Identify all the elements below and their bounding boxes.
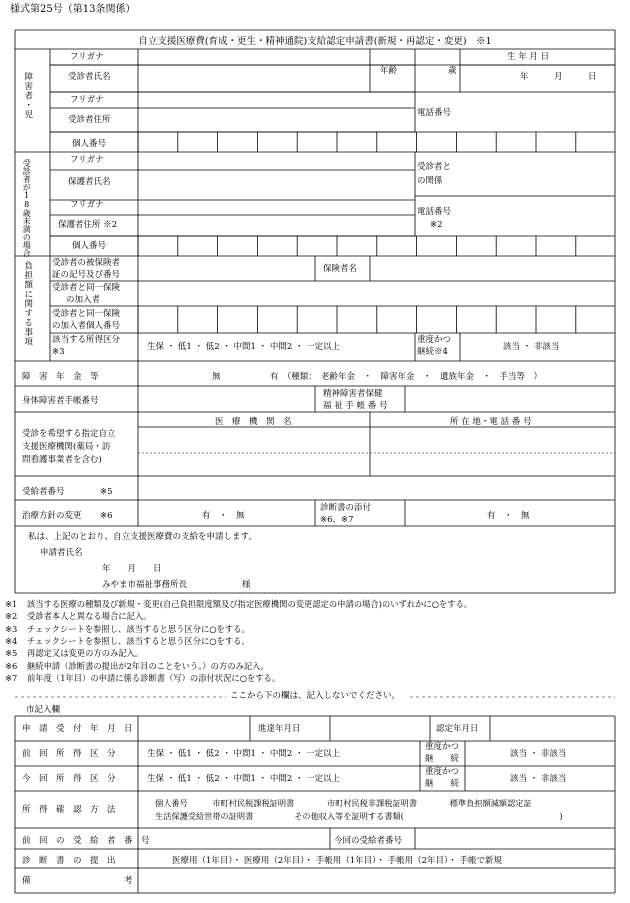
note-item xyxy=(5,648,144,659)
institution-name-header: 医 療 機 関 名 xyxy=(215,417,292,427)
curr-heavy-options[interactable]: 該当 ・ 非該当 xyxy=(510,774,567,784)
note-text: 前年度（1年目）の申請に係る診断書（写）の添付状況に○をする。 xyxy=(27,672,281,683)
same-insurance-label-1: 受診者と同一保険 xyxy=(52,283,121,293)
policy-change-note: ※6 xyxy=(100,511,113,521)
note-item xyxy=(5,623,250,635)
birthdate-label: 生 年 月 日 xyxy=(507,52,550,62)
policy-change-label: 治療方針の変更 xyxy=(22,511,82,521)
birthdate-ymd: 年 月 日 xyxy=(520,72,597,82)
guardian-phone-note: ※2 xyxy=(430,220,443,230)
insured-label-1: 受診者の被保険者 xyxy=(52,258,121,268)
recipient-number-note: ※5 xyxy=(100,487,113,497)
recipient-number-label: 受給者番号 xyxy=(22,487,65,497)
prev-income-label: 前 回 所 得 区 分 xyxy=(22,749,116,759)
patient-section-label: 障害者・児 xyxy=(22,72,33,120)
curr-recipient-number-label: 今回の受給者番号 xyxy=(334,836,403,846)
prev-heavy-label-1: 重度かつ xyxy=(425,742,460,752)
note-mark: ※2 xyxy=(5,611,18,622)
guardian-name-label: 保護者氏名 xyxy=(68,177,111,187)
curr-income-label: 今 回 所 得 区 分 xyxy=(22,774,116,784)
physical-handbook-label: 身体障害者手帳番号 xyxy=(22,396,99,406)
approved-date-label: 認定年月日 xyxy=(436,724,479,734)
guardian-furigana-label: フリガナ xyxy=(70,155,104,165)
note-text: チェックシートを参照し、該当すると思う区分に○をする。 xyxy=(27,635,250,646)
income-class-label-2: ※3 xyxy=(52,347,65,357)
income-method-line2[interactable]: 生活保護受給世帯の証明書 その他収入等を証明する書類( ) xyxy=(155,811,563,821)
note-mark: ※5 xyxy=(5,648,18,659)
note-mark: ※3 xyxy=(5,623,18,634)
note-text: 継続申請（診断書の提出が2年目のことをいう。）の方のみ記入。 xyxy=(27,660,269,671)
sent-date-label: 進達年月日 xyxy=(258,724,301,734)
diagnosis-attach-options[interactable]: 有 ・ 無 xyxy=(487,511,530,521)
note-item xyxy=(5,599,473,610)
note-text: 該当する医療の種類及び新規・変更(自己負担限度額及び指定医療機関の変更認定の申請の場合)のいずれかに○をする。 xyxy=(27,599,473,609)
age-unit: 歳 xyxy=(448,66,457,76)
declaration-sama: 様 xyxy=(242,580,251,590)
note-mark: ※4 xyxy=(5,635,18,646)
declaration-text: 私は、上記のとおり、自立支援医療費の支給を申請します。 xyxy=(28,532,257,542)
declaration-recipient: みやま市福祉事務所長 xyxy=(102,580,188,590)
institution-address-header: 所 在 地・電 話 番 号 xyxy=(450,417,532,427)
policy-change-options[interactable]: 有 ・ 無 xyxy=(202,511,245,521)
same-insurance-kojin-1: 受診者と同一保険 xyxy=(52,309,121,319)
note-mark: ※6 xyxy=(5,660,18,671)
patient-furigana2-label: フリガナ xyxy=(70,95,104,105)
mental-handbook-label-1: 精神障害者保健 xyxy=(323,389,383,399)
mental-handbook-label-2: 福 祉 手 帳 番 号 xyxy=(323,401,388,411)
insured-label-2: 証の記号及び番号 xyxy=(52,270,121,280)
curr-income-options[interactable]: 生保 ・ 低1 ・ 低2 ・ 中間1 ・ 中間2 ・ 一定以上 xyxy=(147,774,341,784)
income-method-label: 所 得 確 認 方 法 xyxy=(22,805,116,815)
note-item xyxy=(5,635,250,647)
income-method-line1[interactable]: 個人番号 市町村民税課税証明書 市町村民税非課税証明書 標準負担額減額認定証 xyxy=(155,798,532,808)
guardian-furigana2-label: フリガナ xyxy=(70,200,104,210)
burden-section-label: 負担額に関する事項 xyxy=(22,261,33,347)
note-item xyxy=(5,672,281,684)
form-title: 自立支援医療費(育成・更生・精神通院)支給認定申請書(新規・再認定・変更) ※1 xyxy=(138,36,492,47)
received-date-label: 申 請 受 付 年 月 日 xyxy=(22,724,133,734)
patient-address-label: 受診者住所 xyxy=(68,115,111,125)
same-insurance-label-2: の加入者 xyxy=(66,295,101,305)
note-item xyxy=(5,660,269,672)
diagnosis-attach-label-2: ※6、※7 xyxy=(320,515,354,525)
institution-label-1: 受診を希望する指定自立 xyxy=(22,429,116,439)
guardian-section-label: 受診者が18歳未満の場合 xyxy=(22,159,32,257)
note-mark: ※7 xyxy=(5,672,18,683)
prev-heavy-options[interactable]: 該当 ・ 非該当 xyxy=(510,749,567,759)
note-text: 受診者本人と異なる場合に記入。 xyxy=(27,611,152,622)
heavy-continue-label-1: 重度かつ xyxy=(417,335,452,345)
patient-name-label: 受診者氏名 xyxy=(68,72,111,82)
declaration-date: 年 月 日 xyxy=(102,564,162,574)
note-text: 再認定又は変更の方のみ記入。 xyxy=(27,648,144,659)
guardian-phone-label: 電話番号 xyxy=(417,207,452,217)
diagnosis-submit-options[interactable]: 医療用（1年目）・ 医療用（2年目）・ 手帳用（1年目）・ 手帳用（2年目）・ 手帳で新規 xyxy=(172,856,502,866)
pension-yes-option[interactable]: 有 （種類： 老齢年金 ・ 障害年金 ・ 遺族年金 ・ 手当等 ） xyxy=(270,372,543,382)
heavy-continue-label-2: 継続※4 xyxy=(417,347,448,357)
prev-recipient-number-label: 前 回 の 受 給 者 番 号 xyxy=(22,836,150,846)
curr-heavy-label-1: 重度かつ xyxy=(425,767,460,777)
patient-kojin-label: 個人番号 xyxy=(72,139,107,149)
pension-none-option[interactable]: 無 xyxy=(212,372,221,382)
insurer-label: 保険者名 xyxy=(323,264,358,274)
diagnosis-attach-label-1: 診断書の添付 xyxy=(320,503,372,513)
guardian-address-label: 保護者住所 ※2 xyxy=(58,220,118,230)
same-insurance-kojin-2: の加入者個人番号 xyxy=(52,321,121,331)
prev-income-options[interactable]: 生保 ・ 低1 ・ 低2 ・ 中間1 ・ 中間2 ・ 一定以上 xyxy=(147,749,341,759)
patient-phone-label: 電話番号 xyxy=(417,108,452,118)
divider-text xyxy=(0,692,630,702)
note-item xyxy=(5,611,152,622)
remarks-label-1: 備 xyxy=(22,876,31,886)
curr-heavy-label-2: 継 続 xyxy=(425,779,460,789)
form-number: 様式第25号（第13条関係） xyxy=(10,4,136,15)
patient-furigana-label: フリガナ xyxy=(70,52,104,62)
diagnosis-submit-label: 診 断 書 の 提 出 xyxy=(22,856,116,866)
heavy-continue-options[interactable]: 該当 ・ 非該当 xyxy=(503,342,560,352)
age-label: 年齢 xyxy=(380,66,398,76)
applicant-name-label: 申請者氏名 xyxy=(40,548,83,558)
remarks-label-2: 考 xyxy=(124,876,133,886)
income-class-label-1: 該当する所得区分 xyxy=(52,335,121,345)
note-text: チェックシートを参照し、該当すると思う区分に○をする。 xyxy=(27,623,250,634)
guardian-kojin-label: 個人番号 xyxy=(72,241,107,251)
office-heading: 市記入欄 xyxy=(26,705,61,715)
income-class-options[interactable]: 生保 ・ 低1 ・ 低2 ・ 中間1 ・ 中間2 ・ 一定以上 xyxy=(147,342,341,352)
divider-label: ここから下の欄は、記入しないでください。 xyxy=(226,691,404,701)
institution-label-3: 問看護事業者を含む) xyxy=(22,455,102,465)
relation-label-1: 受診者と xyxy=(417,162,452,172)
institution-label-2: 支援医療機関(薬局・訪 xyxy=(22,442,111,452)
relation-label-2: の関係 xyxy=(417,176,443,186)
pension-label: 障 害 年 金 等 xyxy=(22,372,99,382)
note-mark: ※1 xyxy=(5,599,18,609)
prev-heavy-label-2: 継 続 xyxy=(425,754,460,764)
